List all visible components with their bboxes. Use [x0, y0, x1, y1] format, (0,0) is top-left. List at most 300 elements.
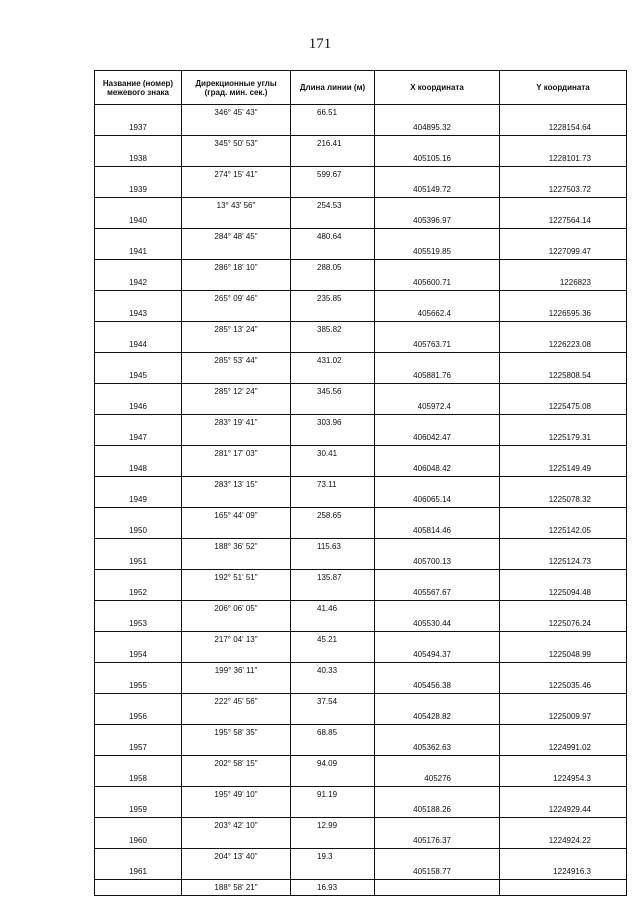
cell-y [500, 446, 627, 462]
cell-length [291, 151, 375, 167]
cell-length [291, 213, 375, 229]
cell-length: 303.96 [291, 415, 375, 431]
header-angle: Дирекционные углы (град. мин. сек.) [182, 71, 291, 105]
cell-name: 1937 [95, 120, 182, 136]
cell-name: 1954 [95, 647, 182, 663]
segment-row [95, 446, 627, 462]
cell-length [291, 275, 375, 291]
cell-y: 1224991.02 [500, 740, 627, 756]
point-row [95, 864, 627, 880]
cell-length: 66.51 [291, 105, 375, 121]
cell-y: 1228101.73 [500, 151, 627, 167]
cell-name: 1946 [95, 399, 182, 415]
cell-y: 1224954.3 [500, 771, 627, 787]
segment-row [95, 384, 627, 400]
cell-y [500, 260, 627, 276]
cell-length [291, 399, 375, 415]
cell-angle: 281° 17' 03" [182, 446, 291, 462]
cell-y: 1226595.36 [500, 306, 627, 322]
point-row [95, 678, 627, 694]
cell-angle [182, 399, 291, 415]
point-row [95, 213, 627, 229]
cell-name [95, 322, 182, 338]
cell-x [375, 725, 500, 741]
cell-x: 405881.76 [375, 368, 500, 384]
cell-length: 431.02 [291, 353, 375, 369]
cell-y: 1225009.97 [500, 709, 627, 725]
cell-angle [182, 461, 291, 477]
cell-name: 1950 [95, 523, 182, 539]
cell-angle: 188° 36' 52" [182, 539, 291, 555]
point-row [95, 430, 627, 446]
cell-angle: 285° 53' 44" [182, 353, 291, 369]
cell-angle: 274° 15' 41" [182, 167, 291, 183]
cell-length: 45.21 [291, 632, 375, 648]
cell-length: 258.65 [291, 508, 375, 524]
cell-angle [182, 833, 291, 849]
point-row [95, 244, 627, 260]
cell-length [291, 585, 375, 601]
cell-x [375, 694, 500, 710]
point-row [95, 554, 627, 570]
cell-angle: 195° 49' 10" [182, 787, 291, 803]
cell-y [500, 167, 627, 183]
cell-length: 12.99 [291, 818, 375, 834]
cell-length [291, 430, 375, 446]
table-body [95, 105, 627, 896]
boundary-marks-table [94, 70, 627, 896]
cell-angle [182, 306, 291, 322]
header-length: Длина линии (м) [291, 71, 375, 105]
cell-angle [182, 368, 291, 384]
cell-name: 1941 [95, 244, 182, 260]
segment-row [95, 136, 627, 152]
cell-name: 1956 [95, 709, 182, 725]
cell-x [375, 322, 500, 338]
cell-y [500, 539, 627, 555]
cell-x [375, 260, 500, 276]
cell-angle: 222° 45' 56" [182, 694, 291, 710]
cell-angle [182, 337, 291, 353]
cell-name [95, 353, 182, 369]
cell-name [95, 291, 182, 307]
point-row [95, 802, 627, 818]
cell-x: 405814.46 [375, 523, 500, 539]
cell-angle: 165° 44' 09" [182, 508, 291, 524]
cell-x: 405662.4 [375, 306, 500, 322]
cell-angle: 345° 50' 53" [182, 136, 291, 152]
cell-name: 1952 [95, 585, 182, 601]
cell-x [375, 415, 500, 431]
segment-row [95, 880, 627, 896]
cell-length [291, 368, 375, 384]
cell-name: 1959 [95, 802, 182, 818]
cell-x: 405362.63 [375, 740, 500, 756]
cell-y: 1224929.44 [500, 802, 627, 818]
segment-row [95, 725, 627, 741]
cell-name [95, 167, 182, 183]
cell-angle [182, 771, 291, 787]
segment-row [95, 477, 627, 493]
cell-length: 40.33 [291, 663, 375, 679]
point-row [95, 275, 627, 291]
cell-x: 405600.71 [375, 275, 500, 291]
cell-length [291, 709, 375, 725]
cell-x [375, 167, 500, 183]
cell-length: 599.67 [291, 167, 375, 183]
cell-name [95, 384, 182, 400]
cell-y: 1225076.24 [500, 616, 627, 632]
cell-length: 94.09 [291, 756, 375, 772]
point-row [95, 399, 627, 415]
segment-row [95, 539, 627, 555]
cell-y: 1225808.54 [500, 368, 627, 384]
cell-name [95, 632, 182, 648]
cell-y [500, 322, 627, 338]
cell-y [500, 136, 627, 152]
cell-y: 1224916.3 [500, 864, 627, 880]
cell-x: 404895.32 [375, 120, 500, 136]
cell-length [291, 833, 375, 849]
cell-length: 37.54 [291, 694, 375, 710]
cell-length: 385.82 [291, 322, 375, 338]
cell-x [375, 539, 500, 555]
cell-y [500, 756, 627, 772]
cell-y: 1225142.05 [500, 523, 627, 539]
cell-y: 1225035.46 [500, 678, 627, 694]
cell-length: 41.46 [291, 601, 375, 617]
cell-y [500, 291, 627, 307]
cell-length: 19.3 [291, 849, 375, 865]
cell-length: 216.41 [291, 136, 375, 152]
cell-x [375, 508, 500, 524]
point-row [95, 306, 627, 322]
cell-x [375, 384, 500, 400]
cell-name [95, 694, 182, 710]
cell-length [291, 523, 375, 539]
cell-x [375, 198, 500, 214]
cell-x: 406048.42 [375, 461, 500, 477]
cell-y: 1224924.22 [500, 833, 627, 849]
segment-row [95, 229, 627, 245]
segment-row [95, 787, 627, 803]
cell-name [95, 446, 182, 462]
cell-x: 405149.72 [375, 182, 500, 198]
cell-x [375, 291, 500, 307]
cell-y: 1227503.72 [500, 182, 627, 198]
segment-row [95, 291, 627, 307]
cell-y [500, 353, 627, 369]
segment-row [95, 167, 627, 183]
cell-x [375, 787, 500, 803]
point-row [95, 523, 627, 539]
point-row [95, 616, 627, 632]
cell-angle [182, 864, 291, 880]
cell-name [95, 601, 182, 617]
cell-length: 235.85 [291, 291, 375, 307]
cell-name [95, 508, 182, 524]
cell-length [291, 306, 375, 322]
cell-x [375, 229, 500, 245]
cell-y [500, 570, 627, 586]
header-y: Y координата [500, 71, 627, 105]
cell-y [500, 632, 627, 648]
cell-y: 1225124.73 [500, 554, 627, 570]
cell-length [291, 678, 375, 694]
cell-x: 405188.26 [375, 802, 500, 818]
cell-y [500, 880, 627, 896]
cell-y [500, 415, 627, 431]
cell-x: 405158.77 [375, 864, 500, 880]
cell-length [291, 554, 375, 570]
cell-angle: 13° 43' 56" [182, 198, 291, 214]
cell-angle: 195° 58' 35" [182, 725, 291, 741]
cell-y: 1227564.14 [500, 213, 627, 229]
cell-y: 1227099.47 [500, 244, 627, 260]
cell-x: 405276 [375, 771, 500, 787]
cell-length [291, 771, 375, 787]
point-row [95, 771, 627, 787]
cell-name [95, 539, 182, 555]
segment-row [95, 570, 627, 586]
cell-name: 1943 [95, 306, 182, 322]
cell-name [95, 849, 182, 865]
point-row [95, 740, 627, 756]
cell-y [500, 694, 627, 710]
cell-angle [182, 213, 291, 229]
cell-length [291, 740, 375, 756]
cell-y: 1226823 [500, 275, 627, 291]
cell-name [95, 663, 182, 679]
point-row [95, 337, 627, 353]
cell-y [500, 725, 627, 741]
cell-x [375, 446, 500, 462]
cell-y [500, 849, 627, 865]
point-row [95, 709, 627, 725]
cell-length [291, 616, 375, 632]
cell-name: 1945 [95, 368, 182, 384]
cell-angle [182, 616, 291, 632]
cell-angle [182, 709, 291, 725]
cell-length [291, 244, 375, 260]
cell-length [291, 182, 375, 198]
cell-length: 345.56 [291, 384, 375, 400]
cell-angle [182, 182, 291, 198]
cell-x: 405972.4 [375, 399, 500, 415]
cell-angle: 206° 06' 05" [182, 601, 291, 617]
cell-y [500, 477, 627, 493]
cell-x [375, 353, 500, 369]
cell-name: 1953 [95, 616, 182, 632]
cell-y: 1225475.08 [500, 399, 627, 415]
cell-x [375, 477, 500, 493]
cell-angle [182, 740, 291, 756]
cell-length [291, 492, 375, 508]
cell-x [375, 632, 500, 648]
cell-angle [182, 554, 291, 570]
cell-name [95, 818, 182, 834]
segment-row [95, 632, 627, 648]
segment-row [95, 353, 627, 369]
cell-x: 405456.38 [375, 678, 500, 694]
cell-y [500, 601, 627, 617]
cell-name [95, 136, 182, 152]
cell-x: 405396.97 [375, 213, 500, 229]
cell-y [500, 663, 627, 679]
cell-angle [182, 678, 291, 694]
point-row [95, 182, 627, 198]
cell-name: 1957 [95, 740, 182, 756]
cell-length: 480.64 [291, 229, 375, 245]
cell-length: 68.85 [291, 725, 375, 741]
cell-y: 1226223.08 [500, 337, 627, 353]
cell-angle [182, 430, 291, 446]
cell-angle: 188° 58' 21" [182, 880, 291, 896]
cell-name [95, 725, 182, 741]
cell-x: 405763.71 [375, 337, 500, 353]
cell-x: 405567.67 [375, 585, 500, 601]
segment-row [95, 818, 627, 834]
cell-x [375, 756, 500, 772]
cell-name: 1960 [95, 833, 182, 849]
cell-y [500, 105, 627, 121]
cell-name [95, 415, 182, 431]
page-number: 171 [308, 36, 332, 52]
cell-angle [182, 275, 291, 291]
cell-angle: 204° 13' 40" [182, 849, 291, 865]
point-row [95, 492, 627, 508]
cell-length: 16.93 [291, 880, 375, 896]
cell-angle: 285° 12' 24" [182, 384, 291, 400]
header-x: X координата [375, 71, 500, 105]
point-row [95, 151, 627, 167]
cell-y [500, 198, 627, 214]
cell-angle: 217° 04' 13" [182, 632, 291, 648]
point-row [95, 585, 627, 601]
cell-name: 1948 [95, 461, 182, 477]
segment-row [95, 694, 627, 710]
cell-x: 405530.44 [375, 616, 500, 632]
cell-x: 405428.82 [375, 709, 500, 725]
cell-name [95, 756, 182, 772]
cell-y [500, 229, 627, 245]
cell-x: 405494.37 [375, 647, 500, 663]
cell-angle: 203° 42' 10" [182, 818, 291, 834]
cell-y: 1225149.49 [500, 461, 627, 477]
segment-row [95, 198, 627, 214]
cell-angle [182, 802, 291, 818]
cell-length [291, 120, 375, 136]
cell-name [95, 105, 182, 121]
cell-y [500, 508, 627, 524]
cell-length: 73.11 [291, 477, 375, 493]
cell-angle [182, 120, 291, 136]
cell-angle [182, 244, 291, 260]
cell-name: 1938 [95, 151, 182, 167]
segment-row [95, 322, 627, 338]
cell-name [95, 880, 182, 896]
segment-row [95, 508, 627, 524]
cell-name [95, 477, 182, 493]
cell-length: 135.87 [291, 570, 375, 586]
cell-angle [182, 523, 291, 539]
cell-name: 1961 [95, 864, 182, 880]
header-name: Название (номер) межевого знака [95, 71, 182, 105]
cell-x: 405105.16 [375, 151, 500, 167]
point-row [95, 647, 627, 663]
cell-x: 406042.47 [375, 430, 500, 446]
cell-length [291, 647, 375, 663]
cell-x [375, 105, 500, 121]
cell-angle [182, 492, 291, 508]
cell-length [291, 337, 375, 353]
cell-y [500, 818, 627, 834]
segment-row [95, 415, 627, 431]
cell-name: 1949 [95, 492, 182, 508]
cell-x [375, 136, 500, 152]
cell-y [500, 787, 627, 803]
cell-x: 406065.14 [375, 492, 500, 508]
cell-name: 1942 [95, 275, 182, 291]
cell-x [375, 818, 500, 834]
cell-x [375, 663, 500, 679]
cell-x: 405519.85 [375, 244, 500, 260]
cell-length [291, 864, 375, 880]
cell-angle: 199° 36' 11" [182, 663, 291, 679]
cell-length: 288.05 [291, 260, 375, 276]
cell-y: 1225048.99 [500, 647, 627, 663]
table-header-row [95, 71, 627, 105]
segment-row [95, 663, 627, 679]
cell-name [95, 570, 182, 586]
cell-angle [182, 151, 291, 167]
cell-x: 405176.37 [375, 833, 500, 849]
cell-angle: 283° 13' 15" [182, 477, 291, 493]
cell-y: 1225094.48 [500, 585, 627, 601]
cell-name: 1947 [95, 430, 182, 446]
cell-angle [182, 647, 291, 663]
cell-length: 254.53 [291, 198, 375, 214]
cell-y: 1228154.64 [500, 120, 627, 136]
cell-y: 1225078.32 [500, 492, 627, 508]
cell-x [375, 880, 500, 896]
cell-name: 1940 [95, 213, 182, 229]
cell-angle [182, 585, 291, 601]
cell-y [500, 384, 627, 400]
cell-angle: 285° 13' 24" [182, 322, 291, 338]
point-row [95, 461, 627, 477]
cell-x [375, 570, 500, 586]
segment-row [95, 849, 627, 865]
point-row [95, 833, 627, 849]
cell-length: 30.41 [291, 446, 375, 462]
cell-name: 1944 [95, 337, 182, 353]
cell-name: 1951 [95, 554, 182, 570]
cell-x [375, 601, 500, 617]
cell-length [291, 461, 375, 477]
cell-x [375, 849, 500, 865]
cell-angle: 202° 58' 15" [182, 756, 291, 772]
cell-angle: 284° 48' 45" [182, 229, 291, 245]
cell-length: 91.19 [291, 787, 375, 803]
point-row [95, 368, 627, 384]
cell-y: 1225179.31 [500, 430, 627, 446]
segment-row [95, 105, 627, 121]
cell-name: 1958 [95, 771, 182, 787]
cell-angle: 283° 19' 41" [182, 415, 291, 431]
cell-name [95, 229, 182, 245]
cell-angle: 192° 51' 51" [182, 570, 291, 586]
